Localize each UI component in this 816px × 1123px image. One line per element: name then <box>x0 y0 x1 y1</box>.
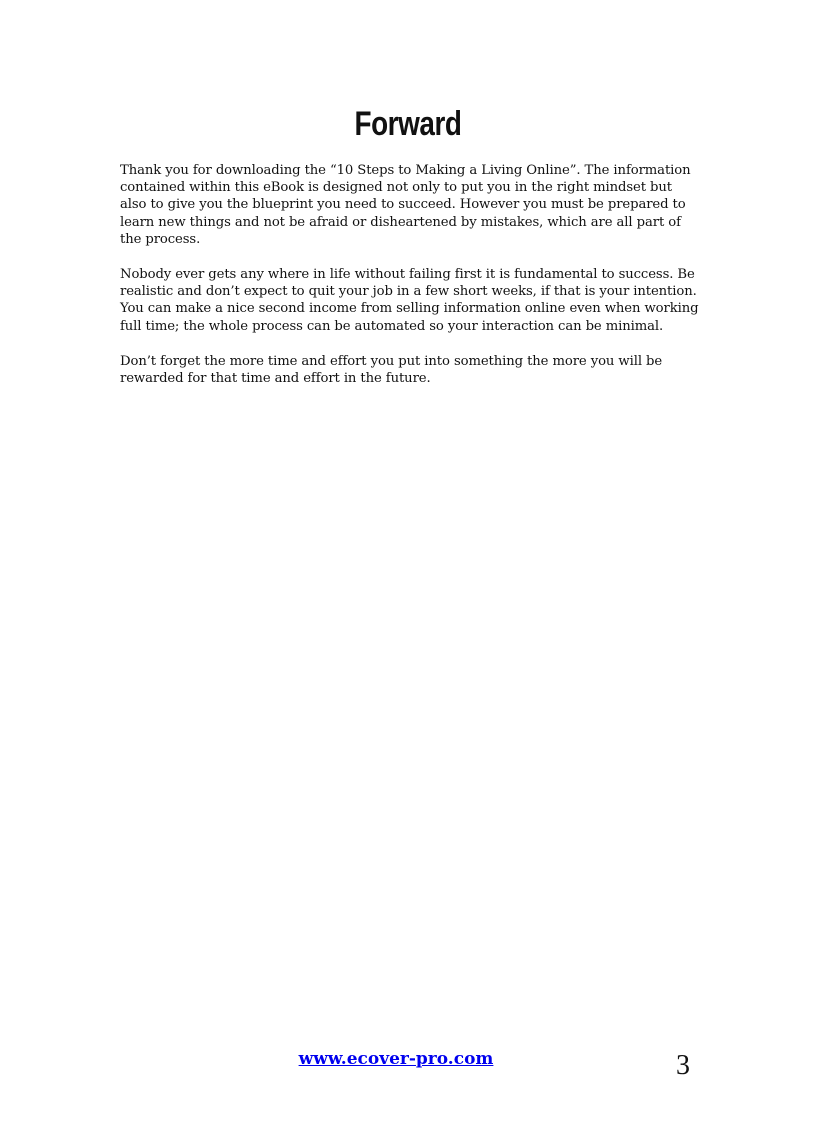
footer-website-link[interactable]: www.ecover-pro.com <box>298 1049 494 1069</box>
page-title: Forward <box>354 105 462 143</box>
page-number: 3 <box>676 1050 690 1081</box>
body-text <box>120 162 700 405</box>
paragraph-3: Don’t forget the more time and effort you put into something the more you will be rewarded for that time and effort in the future. <box>120 353 663 387</box>
paragraph-2: Nobody ever gets any where in life without failing first it is fundamental to success. Be realistic and don’t expect to quit your job in a few short weeks, if that is your intention. You can make a nice second income from selling information online even when working full time; the whole process can be automated so your interaction can be minimal. <box>120 267 699 334</box>
paragraph-1: Thank you for downloading the “10 Steps to Making a Living Online”. The information contained within this eBook is designed not only to put you in the right mindset but also to give you the blueprint you need to succeed. However you must be prepared to learn new things and not be afraid or disheartened by mistakes, which are all part of the process. <box>120 163 691 247</box>
